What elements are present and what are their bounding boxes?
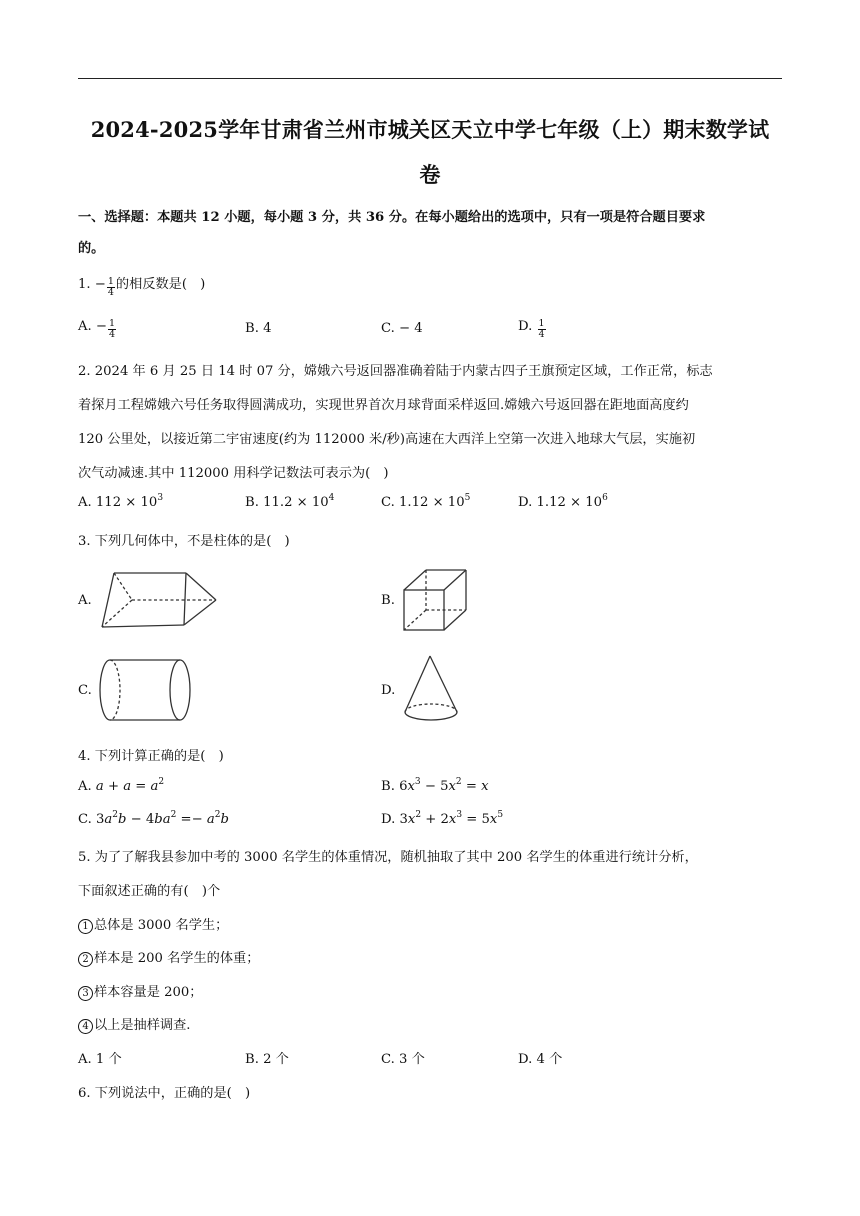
question-3-option-c-label: C.: [78, 683, 92, 698]
exam-title-line1: 2024-2025学年甘肃省兰州市城关区天立中学七年级（上）期末数学试: [90, 117, 770, 142]
question-5-statement-3: 3 样本容量是 200；: [78, 981, 203, 1001]
question-1: [78, 273, 205, 298]
question-5-line2: 下面叙述正确的有( )个: [78, 884, 221, 899]
question-2-option-a: A. $112 \times 10^3$: [78, 493, 164, 510]
question-4-option-b: B. $6x^3 - 5x^2 = x$: [381, 777, 489, 794]
question-2-line2: 着探月工程嫦娥六号任务取得圆满成功，实现世界首次月球背面采样返回.嫦娥六号返回器在距地面高度约: [78, 398, 689, 413]
cone-figure: [402, 654, 462, 724]
question-5-option-c: C. 3 个: [381, 1052, 425, 1067]
question-1-fraction: $\frac{1}{4}$: [107, 276, 114, 298]
question-2-line4: 次气动减速.其中 112000 用科学记数法可表示为( ): [78, 466, 389, 481]
cube-figure: [402, 568, 468, 632]
question-2-line1: 2. 2024 年 6 月 25 日 14 时 07 分，嫦娥六号返回器准确着陆于内蒙古四子王旗预定区域，工作正常，标志: [78, 364, 713, 379]
question-6: 6. 下列说法中，正确的是( ): [78, 1086, 251, 1101]
exam-title-line2: 卷: [419, 162, 441, 187]
question-2-line3: 120 公里处，以接近第二宇宙速度(约为 112000 米/秒)高速在大西洋上空第一次进入地球大气层，实施初: [78, 432, 696, 447]
question-5-option-d: D. 4 个: [518, 1052, 563, 1067]
header-rule: [78, 78, 782, 79]
question-1-sign: −: [94, 277, 106, 292]
question-1-option-c: C. − 4: [381, 321, 423, 336]
question-1-number: 1.: [78, 277, 91, 292]
question-5-statement-4: 4 以上是抽样调查.: [78, 1014, 191, 1034]
question-1-option-d: D. $\frac{1}{4}$: [518, 318, 545, 340]
question-2-option-c: C. $1.12 \times 10^5$: [381, 493, 471, 510]
question-4-option-d: D. $3x^2 + 2x^3 = 5x^5$: [381, 810, 504, 827]
question-5-line1: 5. 为了了解我县参加中考的 3000 名学生的体重情况，随机抽取了其中 200 名学生的体重进行统计分析，: [78, 850, 698, 865]
question-4-option-c: C. $3a^2b - 4ba^2 =- a^2b$: [78, 810, 229, 827]
question-4: 4. 下列计算正确的是( ): [78, 749, 224, 764]
question-2-option-b: B. $11.2 \times 10^4$: [245, 493, 335, 510]
section1-instructions-line1: 一、选择题：本题共 12 小题，每小题 3 分，共 36 分。在每小题给出的选项中，只有一项是符合题目要求: [78, 210, 706, 225]
triangular-prism-figure: [98, 570, 218, 630]
question-2-option-d: D. $1.12 \times 10^6$: [518, 493, 608, 510]
question-3-option-d-label: D.: [381, 683, 396, 698]
question-1-option-b: B. 4: [245, 321, 272, 336]
question-5-statement-1: 1 总体是 3000 名学生；: [78, 914, 228, 934]
question-4-option-a: A. $a + a = a^2$: [78, 777, 165, 794]
question-3-option-b-label: B.: [381, 593, 395, 608]
section1-instructions-line2: 的。: [78, 241, 105, 256]
question-3-option-a-label: A.: [78, 593, 92, 608]
question-3: 3. 下列几何体中，不是柱体的是( ): [78, 534, 290, 549]
question-1-option-a: A. − $\frac{1}{4}$: [78, 318, 116, 340]
question-5-statement-2: 2 样本是 200 名学生的体重；: [78, 947, 259, 967]
question-1-text: 的相反数是( ): [115, 277, 206, 292]
question-5-option-a: A. 1 个: [78, 1052, 122, 1067]
cylinder-figure: [98, 658, 194, 722]
question-5-option-b: B. 2 个: [245, 1052, 289, 1067]
